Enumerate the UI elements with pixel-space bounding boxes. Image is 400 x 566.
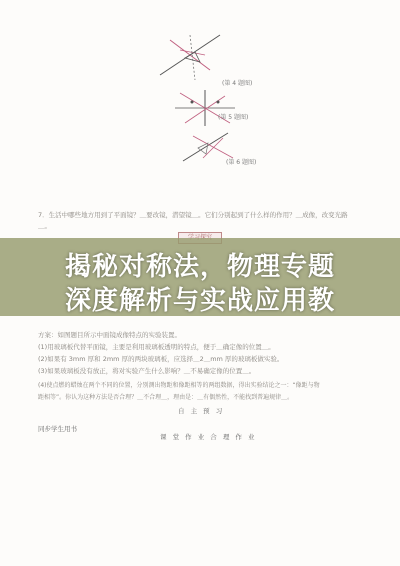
body-line-2: (1)用玻璃板代替平面镜，主要是利用玻璃板透明的特点，便于＿确定像的位置＿。 (38, 343, 275, 351)
banner-title-line-2: 深度解析与实战应用教 (64, 286, 335, 316)
body-line-6: 距相等”。你认为这种方法是否合理？＿不合理＿，理由是：＿有偶然性，不能找到普遍规律＿。 (38, 394, 294, 401)
banner-title-line-1: 揭秘对称法，物理专题 (64, 252, 335, 282)
figure-5-diagram (170, 88, 240, 128)
body-line-4: (3)如果玻璃板没有放正，将对实验产生什么影响？＿不易确定像的位置＿。 (38, 367, 256, 375)
figure-4-caption: (第 4 题图) (222, 80, 253, 87)
question-7-line-1: 7．生活中哪些地方用到了平面镜？＿要改镜，潜望镜＿。它们分别起到了什么样的作用？＿成像，改变光路 (38, 211, 348, 219)
footer-center-1: 自 主 预 习 (178, 407, 225, 415)
question-7-line-2: ＿。 (38, 222, 51, 230)
figure-5-caption: (第 5 题图) (218, 114, 249, 121)
figure-4-diagram (150, 30, 240, 85)
title-banner (0, 238, 400, 316)
body-line-1: 方案：如图题目所示中面镜成像特点的实验装置。 (38, 331, 181, 339)
body-line-5: (4)使点燃的蜡烛在两个不同的位置，分别测出物距和像距相等的两组数据，得出实验结论之一：“像距与物 (38, 382, 320, 389)
footer-left: 同步学生用书 (38, 425, 77, 433)
figure-6-caption: (第 6 题图) (226, 159, 257, 166)
footer-center-2: 课 堂 作 业 合 理 作 业 (160, 433, 257, 441)
body-line-3: (2)如果有 3mm 厚和 2mm 厚的两块玻璃板，应选择＿2＿mm 厚的玻璃板做实验。 (38, 355, 284, 363)
